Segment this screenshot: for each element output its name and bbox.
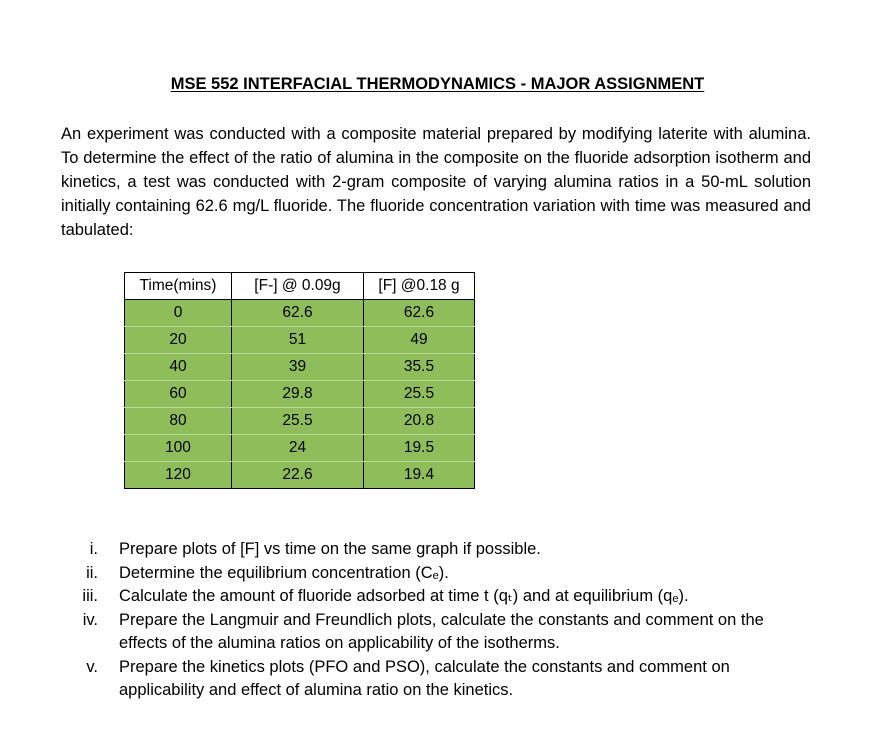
list-item <box>60 562 820 586</box>
task-number: ii. <box>86 563 98 582</box>
cell-f-009g: 24 <box>232 435 364 462</box>
document-title <box>0 75 875 94</box>
list-item <box>60 538 820 562</box>
list-item <box>60 656 820 703</box>
header-f-018g: [F] @0.18 g <box>364 273 475 300</box>
cell-f-009g: 51 <box>232 327 364 354</box>
table-row <box>125 300 475 327</box>
task-text: Prepare the Langmuir and Freundlich plots, calculate the constants and comment on the effects of the alumina ratios on applicability of the isotherms. <box>119 610 764 652</box>
list-item <box>60 609 820 656</box>
list-item <box>60 585 820 609</box>
task-text: Calculate the amount of fluoride adsorbed at time t (qₜ) and at equilibrium (qₑ). <box>119 587 689 605</box>
header-time: Time(mins) <box>125 273 232 300</box>
cell-f-009g: 39 <box>232 354 364 381</box>
cell-time: 20 <box>125 327 232 354</box>
task-number: i. <box>89 540 98 558</box>
cell-f-009g: 22.6 <box>232 462 364 489</box>
cell-f-009g: 62.6 <box>232 300 364 327</box>
cell-f-009g: 25.5 <box>232 408 364 435</box>
task-text: Prepare the kinetics plots (PFO and PSO), calculate the constants and comment on applicability and effect of alumina ratio on the kinetics. <box>119 657 730 699</box>
task-text: Prepare plots of [F] vs time on the same graph if possible. <box>119 540 541 558</box>
cell-f-018g: 19.4 <box>364 462 475 489</box>
table-row <box>125 408 475 435</box>
task-number: iv. <box>82 610 98 629</box>
cell-f-018g: 62.6 <box>364 300 475 327</box>
cell-time: 120 <box>125 462 232 489</box>
concentration-table <box>124 272 475 489</box>
cell-f-018g: 20.8 <box>364 408 475 435</box>
document-title-text: MSE 552 INTERFACIAL THERMODYNAMICS - MAJOR ASSIGNMENT <box>170 75 705 93</box>
task-number: iii. <box>82 587 98 605</box>
table-header-row <box>125 273 475 300</box>
task-text: Determine the equilibrium concentration (Cₑ). <box>119 563 449 582</box>
header-f-009g: [F-] @ 0.09g <box>232 273 364 300</box>
table-row <box>125 462 475 489</box>
task-number: v. <box>86 657 98 676</box>
table-row <box>125 354 475 381</box>
cell-f-018g: 49 <box>364 327 475 354</box>
table-row <box>125 381 475 408</box>
table-row <box>125 327 475 354</box>
cell-f-018g: 25.5 <box>364 381 475 408</box>
cell-time: 100 <box>125 435 232 462</box>
cell-f-018g: 35.5 <box>364 354 475 381</box>
cell-time: 0 <box>125 300 232 327</box>
cell-time: 40 <box>125 354 232 381</box>
cell-f-009g: 29.8 <box>232 381 364 408</box>
cell-f-018g: 19.5 <box>364 435 475 462</box>
task-list <box>60 538 820 703</box>
cell-time: 60 <box>125 381 232 408</box>
cell-time: 80 <box>125 408 232 435</box>
table-row <box>125 435 475 462</box>
intro-paragraph: An experiment was conducted with a composite material prepared by modifying laterite with alumina. To determine the effect of the ratio of alumina in the composite on the fluoride adsorption isotherm and kinetics, a test was conducted with 2-gram composite of varying alumina ratios in a 50-mL solution initially containing 62.6 mg/L fluoride. The fluoride concentration variation with time was measured and tabulated: <box>61 125 811 239</box>
